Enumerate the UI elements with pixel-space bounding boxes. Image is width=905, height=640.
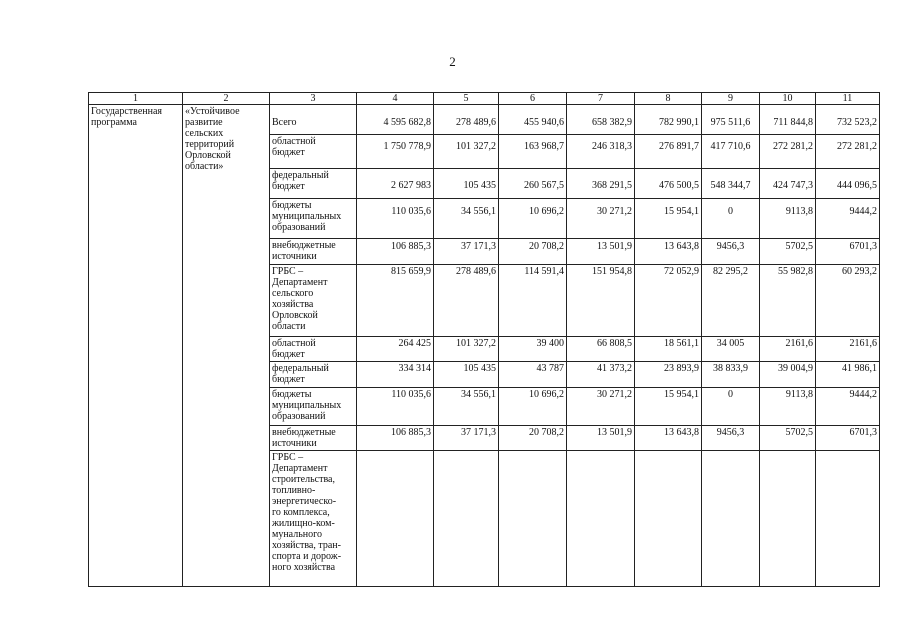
value-cell: 260 567,5 — [499, 169, 567, 199]
value-cell: 0 — [702, 199, 760, 239]
value-cell: 1 750 778,9 — [357, 135, 434, 169]
value-cell: 30 271,2 — [567, 199, 635, 239]
table-body — [89, 105, 880, 587]
value-cell: 548 344,7 — [702, 169, 760, 199]
value-cell: 39 004,9 — [760, 362, 816, 388]
value-cell: 60 293,2 — [816, 265, 880, 337]
program-name-cell: «Устойчивое развитие сельских территорий Орловской области» — [183, 105, 270, 587]
column-number-header: 6 — [499, 93, 567, 105]
value-cell: 110 035,6 — [357, 388, 434, 426]
value-cell: 9456,3 — [702, 239, 760, 265]
funding-source-label: внебюджетные источники — [270, 239, 357, 265]
value-cell: 2161,6 — [760, 337, 816, 362]
value-cell: 101 327,2 — [434, 337, 499, 362]
value-cell — [760, 451, 816, 587]
value-cell: 278 489,6 — [434, 105, 499, 135]
value-cell: 278 489,6 — [434, 265, 499, 337]
value-cell — [816, 451, 880, 587]
value-cell — [635, 451, 702, 587]
funding-source-label: бюджеты муниципальных образований — [270, 199, 357, 239]
column-number-row — [89, 93, 880, 105]
value-cell: 37 171,3 — [434, 426, 499, 451]
value-cell: 5702,5 — [760, 239, 816, 265]
value-cell: 106 885,3 — [357, 239, 434, 265]
value-cell — [702, 451, 760, 587]
value-cell: 38 833,9 — [702, 362, 760, 388]
value-cell: 13 501,9 — [567, 426, 635, 451]
value-cell: 9113,8 — [760, 388, 816, 426]
value-cell: 9113,8 — [760, 199, 816, 239]
value-cell: 13 643,8 — [635, 426, 702, 451]
value-cell: 9444,2 — [816, 199, 880, 239]
program-type-cell: Государственная программа — [89, 105, 183, 587]
value-cell: 41 373,2 — [567, 362, 635, 388]
value-cell: 114 591,4 — [499, 265, 567, 337]
value-cell: 34 556,1 — [434, 199, 499, 239]
value-cell: 110 035,6 — [357, 199, 434, 239]
value-cell: 9444,2 — [816, 388, 880, 426]
value-cell: 13 501,9 — [567, 239, 635, 265]
value-cell: 151 954,8 — [567, 265, 635, 337]
value-cell: 10 696,2 — [499, 388, 567, 426]
funding-source-label: областной бюджет — [270, 135, 357, 169]
funding-source-label: федеральный бюджет — [270, 362, 357, 388]
value-cell: 444 096,5 — [816, 169, 880, 199]
value-cell: 15 954,1 — [635, 199, 702, 239]
funding-source-label: ГРБС – Департамент сельского хозяйства Орловской области — [270, 265, 357, 337]
value-cell — [567, 451, 635, 587]
value-cell: 732 523,2 — [816, 105, 880, 135]
value-cell: 658 382,9 — [567, 105, 635, 135]
value-cell: 72 052,9 — [635, 265, 702, 337]
value-cell: 276 891,7 — [635, 135, 702, 169]
value-cell: 782 990,1 — [635, 105, 702, 135]
value-cell: 6701,3 — [816, 239, 880, 265]
value-cell: 975 511,6 — [702, 105, 760, 135]
value-cell — [357, 451, 434, 587]
value-cell: 10 696,2 — [499, 199, 567, 239]
value-cell: 9456,3 — [702, 426, 760, 451]
value-cell: 55 982,8 — [760, 265, 816, 337]
value-cell: 4 595 682,8 — [357, 105, 434, 135]
value-cell: 41 986,1 — [816, 362, 880, 388]
value-cell: 43 787 — [499, 362, 567, 388]
value-cell: 39 400 — [499, 337, 567, 362]
column-number-header: 7 — [567, 93, 635, 105]
value-cell: 5702,5 — [760, 426, 816, 451]
value-cell: 13 643,8 — [635, 239, 702, 265]
value-cell: 15 954,1 — [635, 388, 702, 426]
value-cell: 105 435 — [434, 169, 499, 199]
page-number: 2 — [449, 54, 456, 69]
column-number-header: 10 — [760, 93, 816, 105]
funding-source-label: федеральный бюджет — [270, 169, 357, 199]
value-cell: 272 281,2 — [816, 135, 880, 169]
value-cell: 34 556,1 — [434, 388, 499, 426]
column-number-header: 1 — [89, 93, 183, 105]
budget-table — [88, 92, 880, 587]
funding-source-label: ГРБС – Департамент строительства, топливно- энергетическо- го комплекса, жилищно-ком- мунального хозяйства, тран- спорта и дорож- ного хозяйства — [270, 451, 357, 587]
value-cell: 20 708,2 — [499, 239, 567, 265]
value-cell: 30 271,2 — [567, 388, 635, 426]
value-cell: 2161,6 — [816, 337, 880, 362]
value-cell — [499, 451, 567, 587]
value-cell: 0 — [702, 388, 760, 426]
table-row — [89, 105, 880, 135]
column-number-header: 8 — [635, 93, 702, 105]
value-cell: 23 893,9 — [635, 362, 702, 388]
value-cell: 20 708,2 — [499, 426, 567, 451]
column-number-header: 11 — [816, 93, 880, 105]
value-cell: 106 885,3 — [357, 426, 434, 451]
value-cell: 424 747,3 — [760, 169, 816, 199]
value-cell: 163 968,7 — [499, 135, 567, 169]
value-cell: 101 327,2 — [434, 135, 499, 169]
value-cell: 368 291,5 — [567, 169, 635, 199]
value-cell: 711 844,8 — [760, 105, 816, 135]
value-cell: 37 171,3 — [434, 239, 499, 265]
value-cell — [434, 451, 499, 587]
value-cell: 34 005 — [702, 337, 760, 362]
column-number-header: 9 — [702, 93, 760, 105]
value-cell: 264 425 — [357, 337, 434, 362]
column-number-header: 2 — [183, 93, 270, 105]
value-cell: 417 710,6 — [702, 135, 760, 169]
column-number-header: 4 — [357, 93, 434, 105]
value-cell: 2 627 983 — [357, 169, 434, 199]
value-cell: 246 318,3 — [567, 135, 635, 169]
value-cell: 455 940,6 — [499, 105, 567, 135]
funding-source-label: бюджеты муниципальных образований — [270, 388, 357, 426]
value-cell: 272 281,2 — [760, 135, 816, 169]
column-number-header: 5 — [434, 93, 499, 105]
value-cell: 105 435 — [434, 362, 499, 388]
value-cell: 18 561,1 — [635, 337, 702, 362]
funding-source-label: внебюджетные источники — [270, 426, 357, 451]
value-cell: 6701,3 — [816, 426, 880, 451]
value-cell: 334 314 — [357, 362, 434, 388]
column-number-header: 3 — [270, 93, 357, 105]
funding-source-label: областной бюджет — [270, 337, 357, 362]
value-cell: 66 808,5 — [567, 337, 635, 362]
value-cell: 815 659,9 — [357, 265, 434, 337]
value-cell: 476 500,5 — [635, 169, 702, 199]
value-cell: 82 295,2 — [702, 265, 760, 337]
funding-source-label: Всего — [270, 105, 357, 135]
